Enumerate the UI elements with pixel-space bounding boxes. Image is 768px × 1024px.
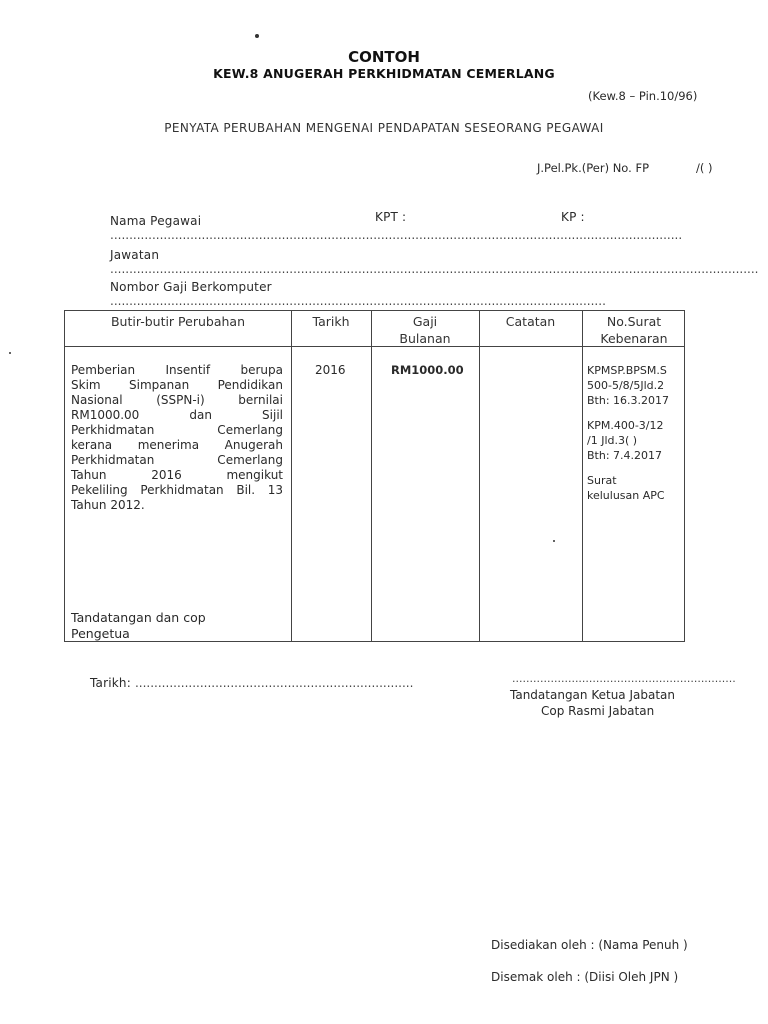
header-surat-line2: Kebenaran: [600, 331, 668, 346]
jawatan-field: [110, 248, 768, 276]
surat-line: 500-5/8/5Jld.2: [587, 379, 665, 392]
surat-block: [587, 363, 669, 408]
kp-label: KP :: [561, 210, 585, 224]
surat-line: KPM.400-3/12: [587, 419, 664, 432]
gaji-label: Nombor Gaji Berkomputer: [110, 280, 272, 294]
header-surat: [582, 313, 686, 347]
table-column-divider: [291, 311, 292, 641]
scan-speck: [553, 540, 555, 542]
tarikh-dots: .........................................................................: [134, 676, 414, 690]
statement-title: PENYATA PERUBAHAN MENGENAI PENDAPATAN SESEORANG PEGAWAI: [164, 121, 604, 135]
butir-description: [71, 363, 283, 513]
butir-line: Tahun 2016 mengikut: [71, 468, 283, 482]
signature-line: Pengetua: [71, 626, 130, 641]
header-catatan: Catatan: [505, 314, 556, 329]
file-number-label: J.Pel.Pk.(Per) No. FP: [537, 161, 650, 175]
tarikh-value: 2016: [315, 363, 346, 377]
butir-line: Pekeliling Perkhidmatan Bil. 13: [71, 483, 283, 497]
header-gaji-line2: Bulanan: [399, 331, 451, 346]
table-column-divider: [371, 311, 372, 641]
table-column-divider: [479, 311, 480, 641]
butir-line: Nasional (SSPN-i) bernilai: [71, 393, 283, 407]
header-surat-line1: No.Surat: [606, 314, 662, 329]
table-column-divider: [582, 311, 583, 641]
butir-line: Perkhidmatan Cemerlang: [71, 423, 283, 437]
gaji-value: RM1000.00: [391, 363, 464, 377]
surat-line: /1 Jld.3( ): [587, 434, 638, 447]
disemak-label: Disemak oleh : (Diisi Oleh JPN ): [491, 970, 679, 984]
scan-speck: [255, 34, 259, 38]
header-gaji: [371, 313, 479, 347]
jawatan-dots: ..........................................................................................................................................................................: [110, 262, 759, 276]
surat-line: Surat: [587, 474, 617, 487]
signature-line: Tandatangan dan cop: [71, 610, 206, 625]
butir-line: RM1000.00 dan Sijil: [71, 408, 283, 422]
ketua-signature-dots: ................................................................: [512, 672, 736, 685]
nama-field: [110, 214, 768, 242]
surat-line: KPMSP.BPSM.S: [587, 364, 667, 377]
surat-block: [587, 473, 669, 503]
surat-line: kelulusan APC: [587, 489, 665, 502]
tarikh-label: Tarikh:: [90, 676, 131, 690]
header-butir: Butir-butir Perubahan: [110, 314, 245, 329]
nama-dots: ......................................................................................................................................................: [110, 228, 683, 242]
document-title: CONTOH: [348, 48, 420, 66]
header-gaji-line1: Gaji: [412, 314, 438, 329]
tarikh-field: [90, 676, 413, 690]
cop-rasmi-label: Cop Rasmi Jabatan: [541, 704, 655, 718]
butir-line: Pemberian Insentif berupa: [71, 363, 283, 377]
butir-line: kerana menerima Anugerah: [71, 438, 283, 452]
ketua-signature-label: Tandatangan Ketua Jabatan: [510, 688, 675, 702]
signature-label: [71, 610, 206, 642]
gaji-field: [110, 280, 768, 308]
surat-line: Bth: 16.3.2017: [587, 394, 670, 407]
document-subtitle: KEW.8 ANUGERAH PERKHIDMATAN CEMERLANG: [213, 66, 555, 81]
butir-line: Perkhidmatan Cemerlang: [71, 453, 283, 467]
header-tarikh: Tarikh: [312, 314, 350, 329]
surat-block: [587, 418, 669, 463]
form-reference: (Kew.8 – Pin.10/96): [588, 89, 698, 103]
disediakan-label: Disediakan oleh : (Nama Penuh ): [491, 938, 688, 952]
file-number-suffix: /( ): [696, 161, 713, 175]
butir-line: Skim Simpanan Pendidikan: [71, 378, 283, 392]
surat-line: Bth: 7.4.2017: [587, 449, 663, 462]
jawatan-label: Jawatan: [110, 248, 160, 262]
surat-kebenaran: [587, 363, 669, 503]
kpt-label: KPT :: [375, 210, 407, 224]
changes-table: [64, 310, 685, 642]
scan-speck: [9, 352, 11, 354]
gaji-dots: ..................................................................................................................................: [110, 294, 606, 308]
nama-label: Nama Pegawai: [110, 214, 202, 228]
butir-line: Tahun 2012.: [71, 498, 145, 512]
